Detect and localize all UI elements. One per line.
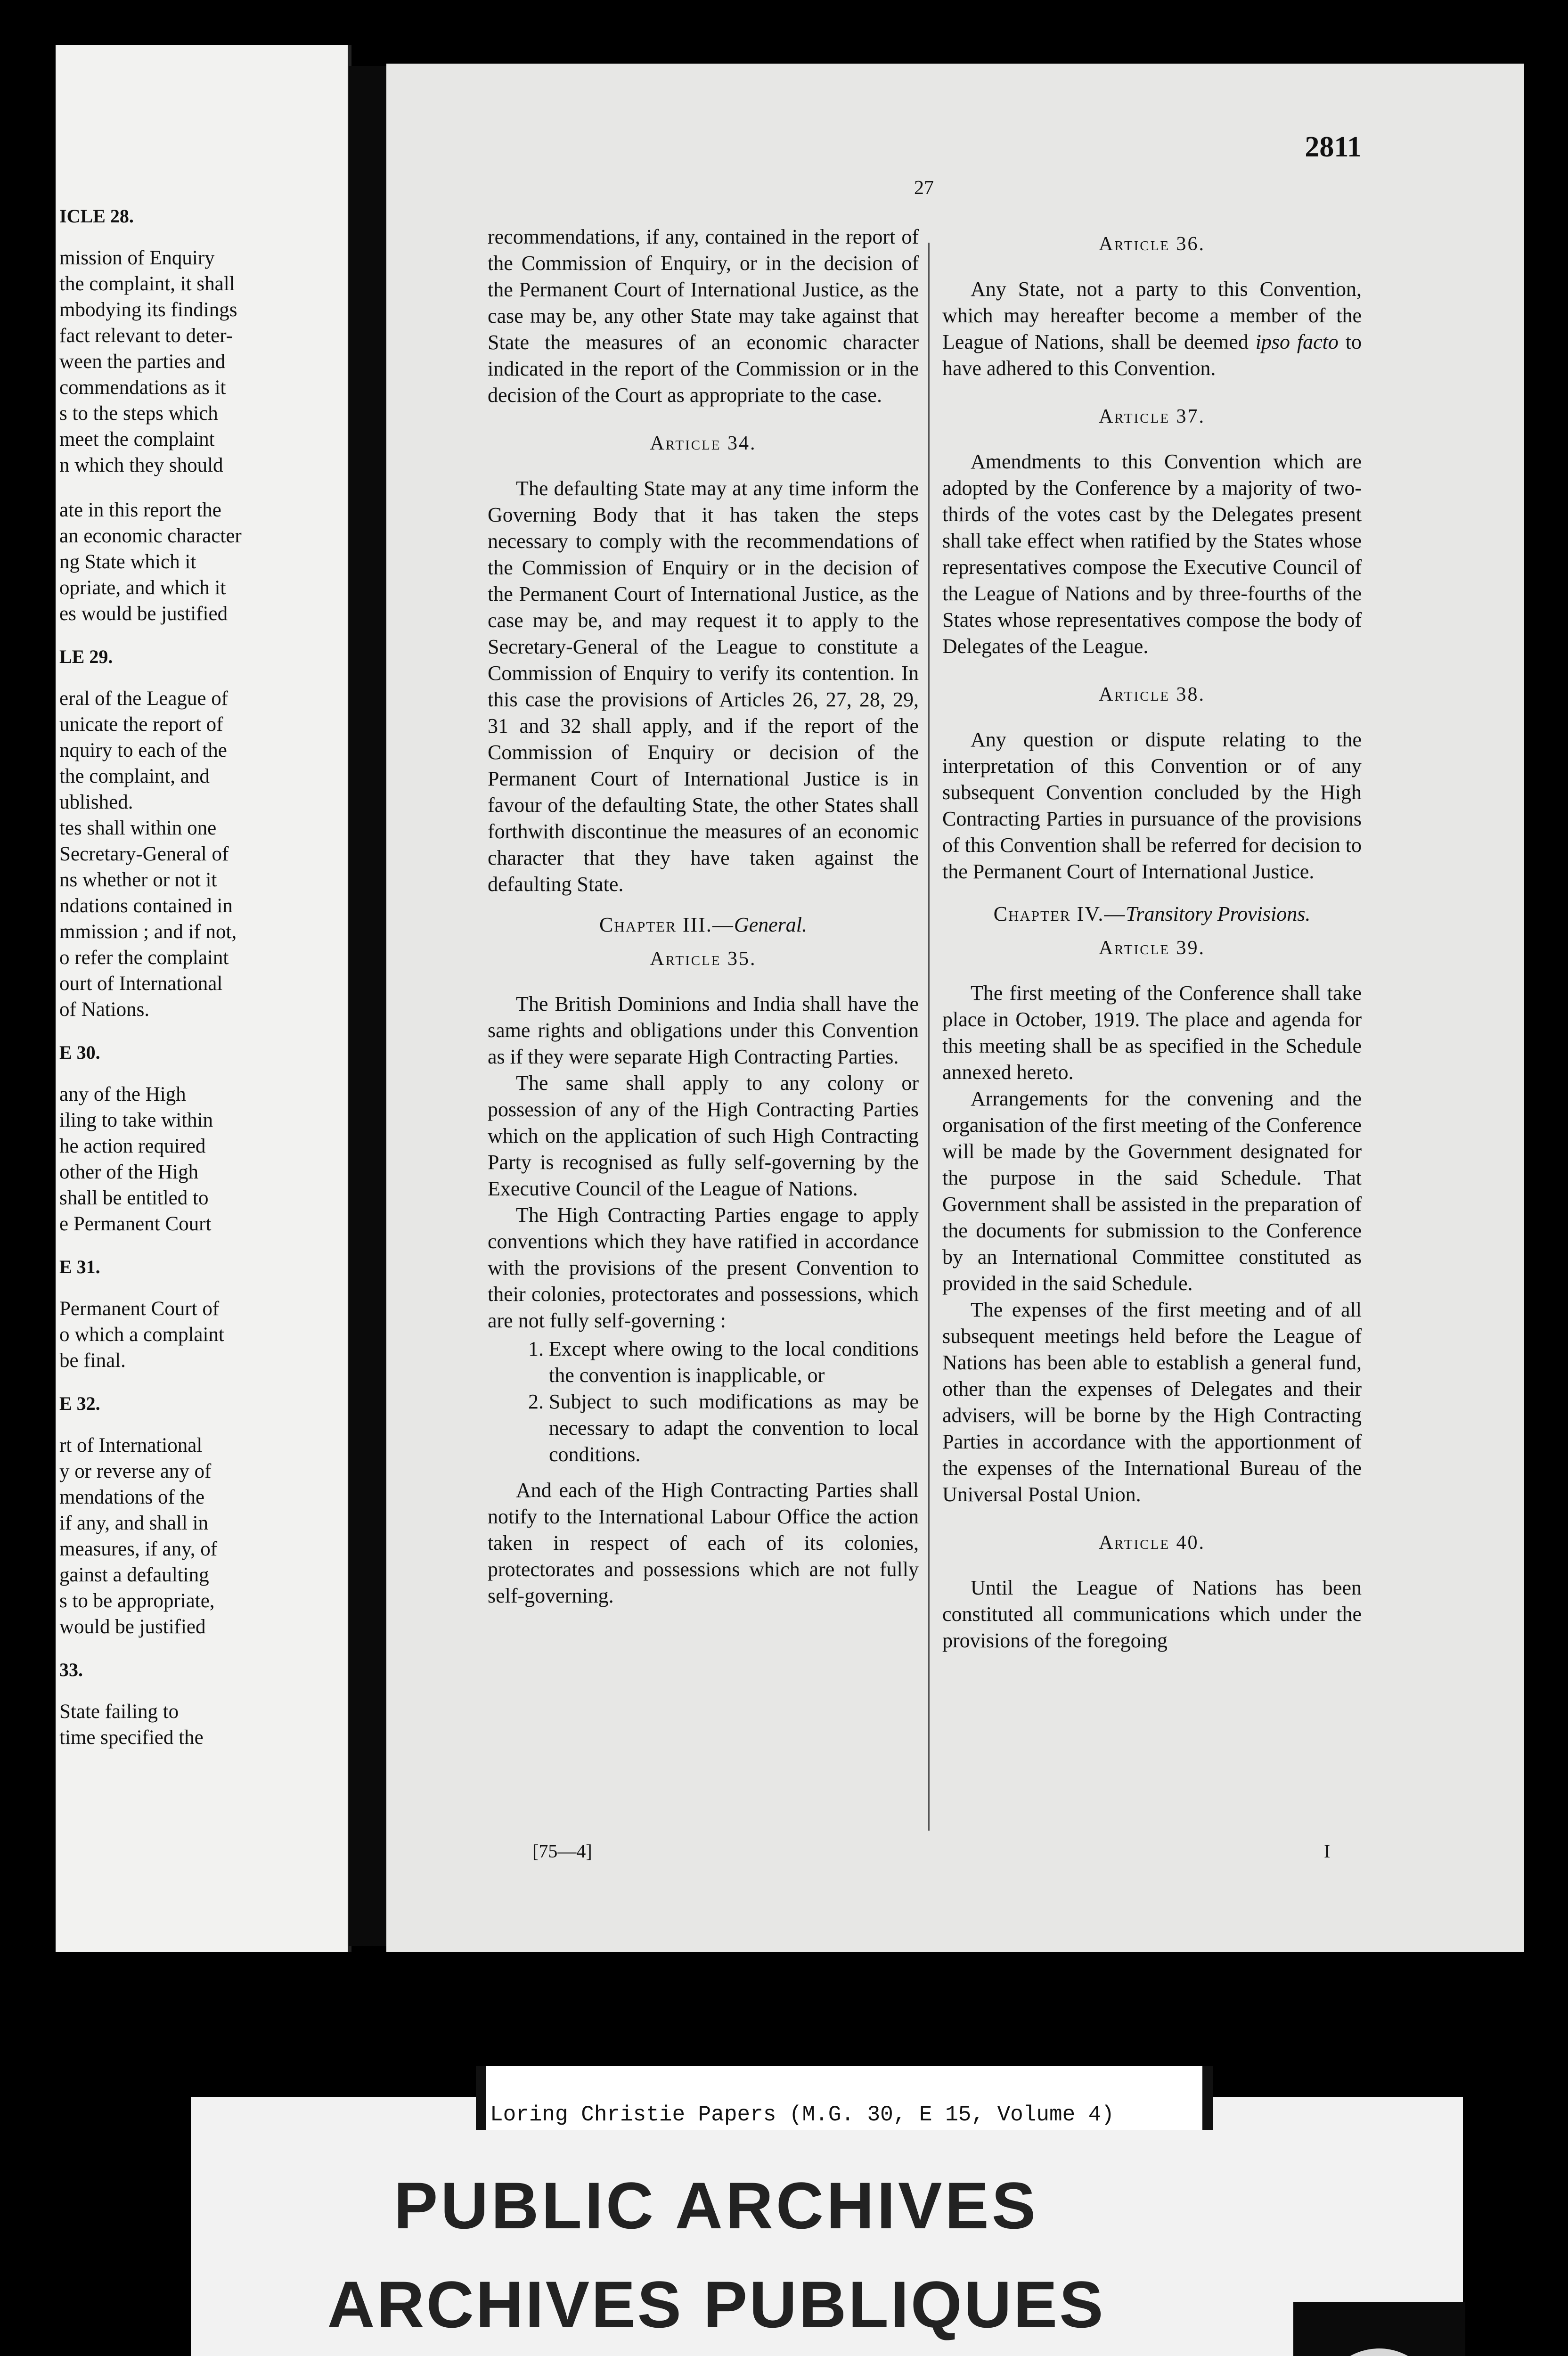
archive-name-french: ARCHIVES PUBLIQUES (327, 2267, 1105, 2341)
paragraph: The defaulting State may at any time inform the Governing Body that it has taken the steps necessary to comply with the recommendations of the Commission of Enquiry or in the decision of the Permanent Court of International Justice, as the case may be, and may request it to apply to the Secretary-General of the League to constitute a Commission of Enquiry to verify its contention. In this case the provisions of Articles 26, 27, 28, 29, 31 and 32 shall apply, and if the report of the Commission of Enquiry or decision of the Permanent Court of International Justice is in favour of the defaulting State, the other States shall forthwith discontinue the measures of an economic character that they have taken against the defaulting State. (488, 477, 919, 896)
list-item: 1. Except where owing to the local conditions the convention is inapplicable, or (549, 1336, 919, 1389)
text-line-fragment: gainst a defaulting (59, 1564, 209, 1586)
stamp-number: 2811 (1305, 131, 1362, 163)
chapter-heading (488, 912, 919, 938)
text-line-fragment: unicate the report of (59, 713, 223, 736)
right-column (942, 231, 1362, 1654)
article-heading: Article 37. (1098, 406, 1206, 427)
signature-mark: [75—4] (532, 1841, 592, 1862)
left-page-text (59, 186, 335, 1751)
main-page (386, 64, 1524, 1952)
numbered-list (488, 1336, 919, 1468)
paragraph: The same shall apply to any colony or possession of any of the High Contracting Parties which on the application of such High Contracting Party is recognised as fully self-governing by the Executive Council of the League of Nations. (488, 1072, 919, 1200)
text-line-fragment: State failing to (59, 1701, 179, 1723)
text-line-fragment: tes shall within one (59, 817, 217, 839)
logo-graphic (1293, 2302, 1465, 2356)
text-line-fragment: any of the High (59, 1083, 186, 1105)
text-line-fragment: fact relevant to deter- (59, 325, 233, 347)
text-line-fragment: mendations of the (59, 1486, 205, 1508)
text-line-fragment: be final. (59, 1350, 126, 1372)
paragraph: And each of the High Contracting Parties shall notify to the International Labour Office the action taken in respect of each of its colonies, protectorates and possessions which are not fully self-governing. (488, 1479, 919, 1607)
article-heading: Article 40. (1098, 1532, 1206, 1554)
text-line-fragment: y or reverse any of (59, 1460, 212, 1482)
signature-mark: I (1324, 1841, 1331, 1862)
text-line-fragment: mission of Enquiry (59, 247, 215, 269)
text-line-fragment: nquiry to each of the (59, 739, 227, 761)
text-line-fragment: Secretary-General of (59, 843, 229, 865)
chapter-label: Chapter IV.— (993, 902, 1126, 925)
text-line-fragment: he action required (59, 1135, 206, 1157)
text-line-fragment: s to the steps which (59, 402, 218, 425)
list-item: 2. Subject to such modifications as may be necessary to adapt the convention to local conditions. (549, 1389, 919, 1468)
collection-reference: Loring Christie Papers (M.G. 30, E 15, Volume 4) (490, 2102, 1115, 2127)
text-line-fragment: opriate, and which it (59, 577, 226, 599)
paragraph: The High Contracting Parties engage to apply conventions which they have ratified in accordance with the provisions of the present Convention to their colonies, protectorates and possessions, which are not fully self-governing : (488, 1203, 919, 1332)
text-line-fragment: of Nations. (59, 998, 150, 1021)
page-number: 27 (914, 177, 934, 199)
italic-term: ipso facto (1255, 330, 1339, 353)
text-line-fragment: the complaint, it shall (59, 273, 235, 295)
article-heading-fragment: ICLE 28. (59, 205, 134, 227)
article-heading: Article 34. (650, 433, 757, 454)
text-line-fragment: ourt of International (59, 973, 223, 995)
archives-canada-logo-icon (1293, 2302, 1465, 2356)
text-line-fragment: time specified the (59, 1726, 204, 1749)
text-line-fragment: shall be entitled to (59, 1187, 209, 1209)
chapter-title: Transitory Provisions. (1126, 902, 1311, 925)
text-run: Any State, not a party to this Convention, which may hereafter become a member of the League of Nations, shall be deemed (942, 278, 1362, 353)
archive-name-english: PUBLIC ARCHIVES (393, 2168, 1039, 2242)
text-line-fragment: n which they should (59, 454, 223, 476)
text-line-fragment: iling to take within (59, 1109, 213, 1131)
article-heading-fragment: E 32. (59, 1393, 100, 1414)
text-line-fragment: if any, and shall in (59, 1512, 209, 1534)
text-line-fragment: e Permanent Court (59, 1213, 212, 1235)
left-partial-page (56, 45, 351, 1952)
book-binding (349, 66, 386, 1946)
article-heading: Article 38. (1098, 684, 1206, 705)
text-line-fragment: o which a complaint (59, 1324, 224, 1346)
text-line-fragment: commendations as it (59, 376, 226, 399)
paragraph: Until the League of Nations has been constituted all communications which under the provisions of the foregoing (942, 1576, 1362, 1652)
text-line-fragment: ween the parties and (59, 351, 226, 373)
text-line-fragment: ublished. (59, 791, 133, 813)
text-line-fragment: measures, if any, of (59, 1538, 218, 1560)
paragraph: The first meeting of the Conference shall take place in October, 1919. The place and agenda for this meeting shall be as specified in the Schedule annexed hereto. (942, 982, 1362, 1084)
text-line-fragment: ng State which it (59, 551, 196, 573)
left-column (488, 224, 919, 1609)
paragraph: Any question or dispute relating to the interpretation of this Convention or of any subsequent Convention concluded by the High Contracting Parties in pursuance of the provisions of this Convention shall be referred for decision to the Permanent Court of International Justice. (942, 728, 1362, 883)
text-line-fragment: ndations contained in (59, 895, 233, 917)
text-line-fragment: ate in this report the (59, 499, 221, 521)
text-line-fragment: an economic character (59, 525, 242, 547)
text-run: to have adhered to this Convention. (942, 330, 1362, 380)
text-line-fragment: would be justified (59, 1616, 206, 1638)
article-heading-fragment: 33. (59, 1659, 83, 1680)
article-heading: Article 36. (1098, 233, 1206, 255)
paragraph (942, 276, 1362, 382)
text-line-fragment: o refer the complaint (59, 947, 229, 969)
chapter-label: Chapter III.— (599, 913, 734, 936)
paragraph: Amendments to this Convention which are adopted by the Conference by a majority of two-thirds of the votes cast by the Delegates present shall take effect when ratified by the States whose representatives compose the Executive Council of the League of Nations and by three-fourths of the States whose representatives compose the body of Delegates of the League. (942, 450, 1362, 658)
text-line-fragment: Permanent Court of (59, 1298, 220, 1320)
paragraph: recommendations, if any, contained in the report of the Commission of Enquiry, or in the decision of the Permanent Court of International Justice, as the case may be, any other State may take against that State the measures of an economic character indicated in the report of the Commission or in the decision of the Court as appropriate to the case. (488, 225, 919, 407)
chapter-title: General. (734, 913, 808, 936)
column-divider (928, 243, 930, 1831)
text-line-fragment: meet the complaint (59, 428, 215, 450)
text-line-fragment: rt of International (59, 1434, 203, 1456)
article-heading: Article 39. (1098, 937, 1206, 959)
article-heading: Article 35. (650, 948, 757, 970)
text-line-fragment: the complaint, and (59, 765, 210, 787)
paragraph: Arrangements for the convening and the organisation of the first meeting of the Conference will be made by the Government designated for the purpose in the said Schedule. That Government shall be assisted in the preparation of the documents for submission to the Conference by an International Committee constituted as provided in the said Schedule. (942, 1087, 1362, 1295)
paragraph: The British Dominions and India shall have the same rights and obligations under this Convention as if they were separate High Contracting Parties. (488, 992, 919, 1068)
text-line-fragment: s to be appropriate, (59, 1590, 215, 1612)
text-line-fragment: mmission ; and if not, (59, 921, 237, 943)
text-line-fragment: other of the High (59, 1161, 198, 1183)
text-line-fragment: mbodying its findings (59, 299, 237, 321)
text-line-fragment: eral of the League of (59, 687, 229, 710)
paragraph: The expenses of the first meeting and of all subsequent meetings held before the League of Nations has been able to establish a general fund, other than the expenses of Delegates and their advisers, will be borne by the High Contracting Parties in accordance with the apportionment of the expenses of the International Bureau of the Universal Postal Union. (942, 1298, 1362, 1506)
article-heading-fragment: LE 29. (59, 646, 113, 667)
chapter-heading (942, 901, 1362, 927)
article-heading-fragment: E 30. (59, 1042, 100, 1063)
text-line-fragment: ns whether or not it (59, 869, 217, 891)
article-heading-fragment: E 31. (59, 1256, 100, 1277)
spacer (59, 478, 335, 497)
text-line-fragment: es would be justified (59, 603, 228, 625)
